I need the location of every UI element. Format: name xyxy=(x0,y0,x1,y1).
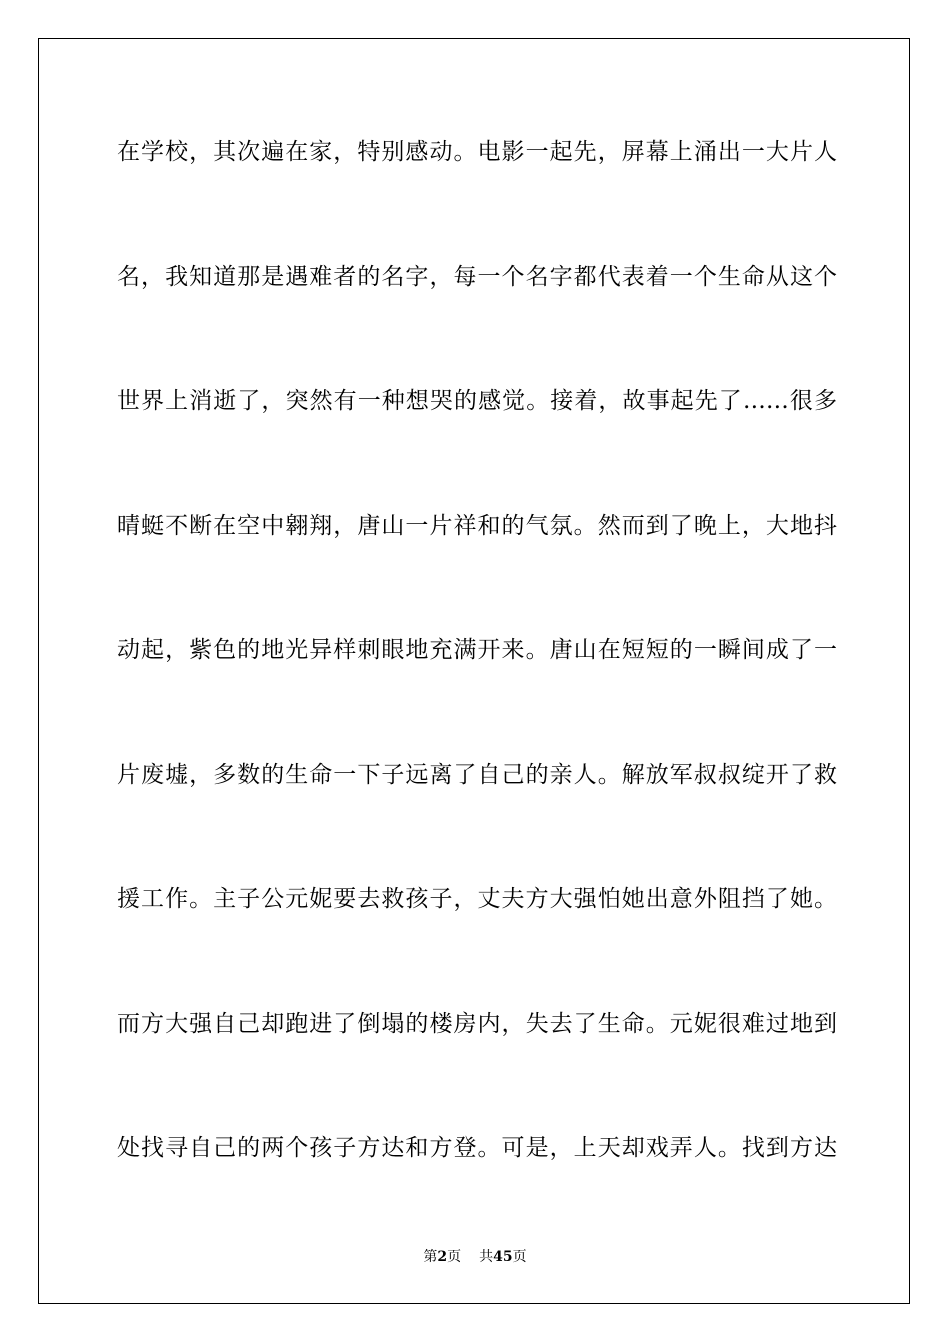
text-line: 动起，紫色的地光异样刺眼地充满开来。唐山在短短的一瞬间成了一 xyxy=(117,637,837,663)
total-label-suffix: 页 xyxy=(512,1249,527,1265)
total-label-prefix: 共 xyxy=(479,1249,494,1265)
total-pages: 45 xyxy=(493,1249,513,1265)
page-number: 2 xyxy=(437,1249,448,1265)
page-label-suffix: 页 xyxy=(447,1249,462,1265)
text-line: 名，我知道那是遇难者的名字，每一个名字都代表着一个生命从这个 xyxy=(117,264,837,290)
text-line: 片废墟，多数的生命一下子远离了自己的亲人。解放军叔叔绽开了救 xyxy=(117,762,837,788)
text-line: 而方大强自己却跑进了倒塌的楼房内，失去了生命。元妮很难过地到 xyxy=(117,1011,837,1037)
text-line: 援工作。主子公元妮要去救孩子，丈夫方大强怕她出意外阻挡了她。 xyxy=(117,886,837,912)
text-line: 在学校，其次遍在家，特别感动。电影一起先，屏幕上涌出一大片人 xyxy=(117,139,837,165)
page-label-prefix: 第 xyxy=(423,1249,438,1265)
page-footer xyxy=(0,1248,950,1266)
text-line: 世界上消逝了，突然有一种想哭的感觉。接着，故事起先了……很多 xyxy=(117,388,837,414)
text-line: 处找寻自己的两个孩子方达和方登。可是，上天却戏弄人。找到方达 xyxy=(117,1135,837,1161)
page-border xyxy=(38,38,910,1304)
text-line: 晴蜓不断在空中翱翔，唐山一片祥和的气氛。然而到了晚上，大地抖 xyxy=(117,513,837,539)
